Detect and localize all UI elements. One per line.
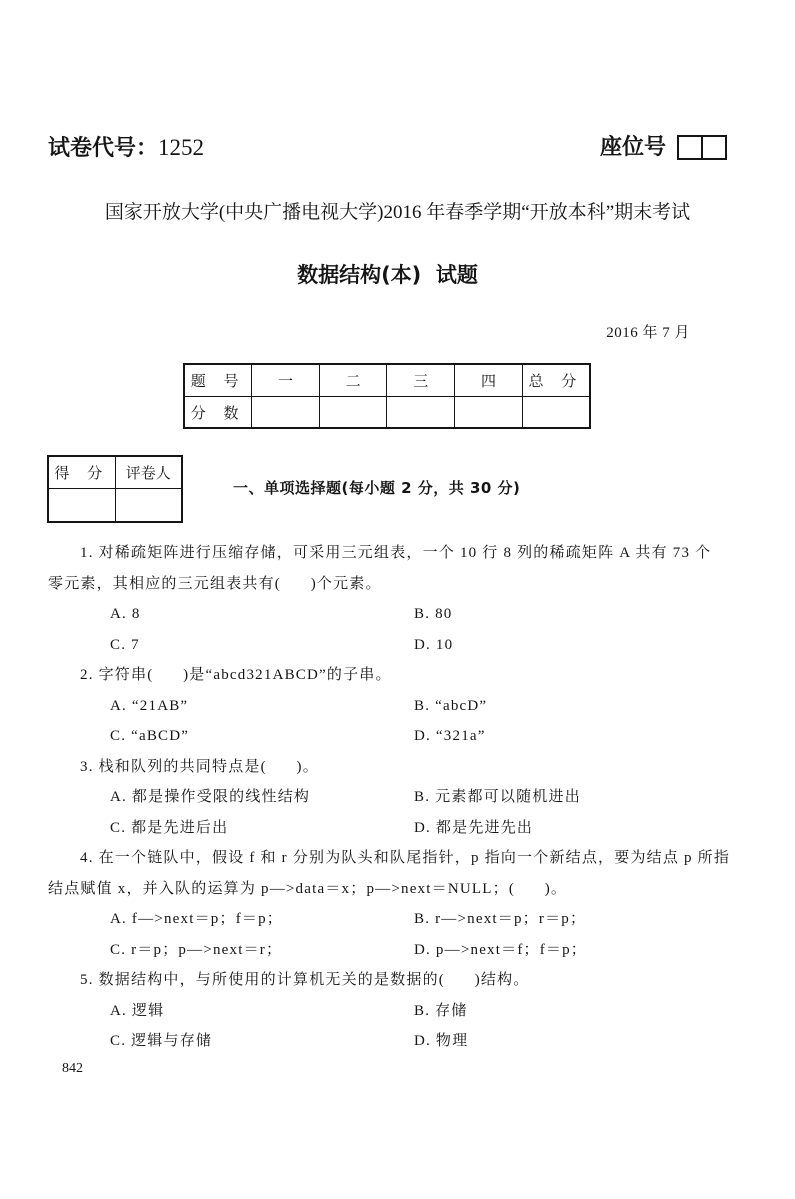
question-list — [0, 538, 795, 1057]
question-stem: 5. 数据结构中，与所使用的计算机无关的是数据的( )结构。 — [80, 972, 530, 988]
grader-table-blank-row — [48, 489, 182, 523]
option-c: C. “aBCD” — [110, 728, 190, 744]
institution-title: 国家开放大学(中央广播电视大学)2016 年春季学期“开放本科”期末考试 — [104, 202, 691, 223]
seat-number-boxes — [677, 135, 727, 160]
part-four-header: 四 — [455, 364, 523, 397]
score-table-score-row — [184, 397, 590, 429]
question-number-header: 题 号 — [184, 364, 252, 397]
question-stem-continued: 零元素，其相应的三元组表共有( )个元素。 — [48, 575, 382, 592]
score-row-label: 分 数 — [184, 397, 252, 429]
option-row — [0, 813, 795, 844]
grader-header: 评卷人 — [115, 456, 182, 489]
score-cell — [522, 397, 590, 429]
option-c: C. 逻辑与存储 — [110, 1033, 213, 1049]
option-row — [0, 599, 795, 630]
section-heading: 一、单项选择题(每小题 2 分，共 30 分) — [233, 479, 521, 497]
question-stem: 1. 对稀疏矩阵进行压缩存储，可采用三元组表，一个 10 行 8 列的稀疏矩阵 A 共有 73 个 — [80, 545, 712, 561]
option-row — [0, 721, 795, 752]
grader-table-header-row — [48, 456, 182, 489]
grader-cell — [115, 489, 182, 523]
exam-code-value: 1252 — [158, 135, 205, 160]
part-three-header: 三 — [387, 364, 455, 397]
option-d: D. “321a” — [414, 728, 486, 744]
score-cell — [319, 397, 387, 429]
seat-number-box — [679, 137, 701, 158]
option-row — [0, 935, 795, 966]
question-stem: 3. 栈和队列的共同特点是( )。 — [80, 758, 319, 775]
score-table — [183, 363, 591, 429]
option-d: D. p—>next＝f；f＝p； — [414, 941, 588, 958]
seat-number-label: 座位号 — [600, 135, 667, 160]
option-row — [0, 691, 795, 722]
option-a: A. “21AB” — [110, 697, 189, 714]
total-score-header: 总 分 — [522, 364, 590, 397]
question-3 — [0, 752, 795, 844]
score-cell — [455, 397, 523, 429]
score-table-header-row — [184, 364, 590, 397]
option-d: D. 10 — [414, 636, 454, 653]
subject-title: 数据结构(本) 试题 — [297, 263, 478, 287]
option-b: B. 存储 — [414, 1002, 468, 1019]
option-b: B. 元素都可以随机进出 — [414, 789, 581, 805]
option-b: B. “abcD” — [414, 697, 488, 714]
question-2 — [0, 660, 795, 752]
question-stem-continued: 结点赋值 x，并入队的运算为 p—>data＝x；p—>next＝NULL；( )。 — [48, 880, 568, 897]
seat-number-box — [701, 137, 725, 158]
question-stem: 4. 在一个链队中，假设 f 和 r 分别为队头和队尾指针，p 指向一个新结点，要为结点 p 所指 — [80, 850, 731, 866]
option-row — [0, 904, 795, 935]
score-header: 得 分 — [48, 456, 115, 489]
option-a: A. f—>next＝p；f＝p； — [110, 911, 284, 927]
option-row — [0, 996, 795, 1027]
option-b: B. 80 — [414, 606, 453, 622]
option-row — [0, 630, 795, 661]
option-d: D. 都是先进先出 — [414, 819, 534, 836]
question-5 — [0, 965, 795, 1057]
exam-code — [48, 134, 204, 163]
option-a: A. 都是操作受限的线性结构 — [110, 789, 311, 805]
option-c: C. 都是先进后出 — [110, 819, 229, 836]
option-row — [0, 782, 795, 813]
question-4 — [0, 843, 795, 965]
option-a: A. 8 — [110, 606, 141, 622]
option-a: A. 逻辑 — [110, 1002, 165, 1019]
option-c: C. 7 — [110, 636, 140, 653]
part-two-header: 二 — [319, 364, 387, 397]
exam-date: 2016 年 7 月 — [606, 325, 690, 341]
option-c: C. r＝p；p—>next＝r； — [110, 941, 283, 958]
option-b: B. r—>next＝p；r＝p； — [414, 911, 587, 927]
score-cell — [252, 397, 320, 429]
option-row — [0, 1026, 795, 1057]
score-cell — [48, 489, 115, 523]
score-cell — [387, 397, 455, 429]
part-one-header: 一 — [252, 364, 320, 397]
grader-table — [47, 455, 183, 523]
page-number: 842 — [62, 1061, 83, 1076]
exam-code-label: 试卷代号： — [48, 136, 159, 161]
option-d: D. 物理 — [414, 1033, 469, 1049]
question-1 — [0, 538, 795, 660]
question-stem: 2. 字符串( )是“abcd321ABCD”的子串。 — [80, 667, 392, 683]
